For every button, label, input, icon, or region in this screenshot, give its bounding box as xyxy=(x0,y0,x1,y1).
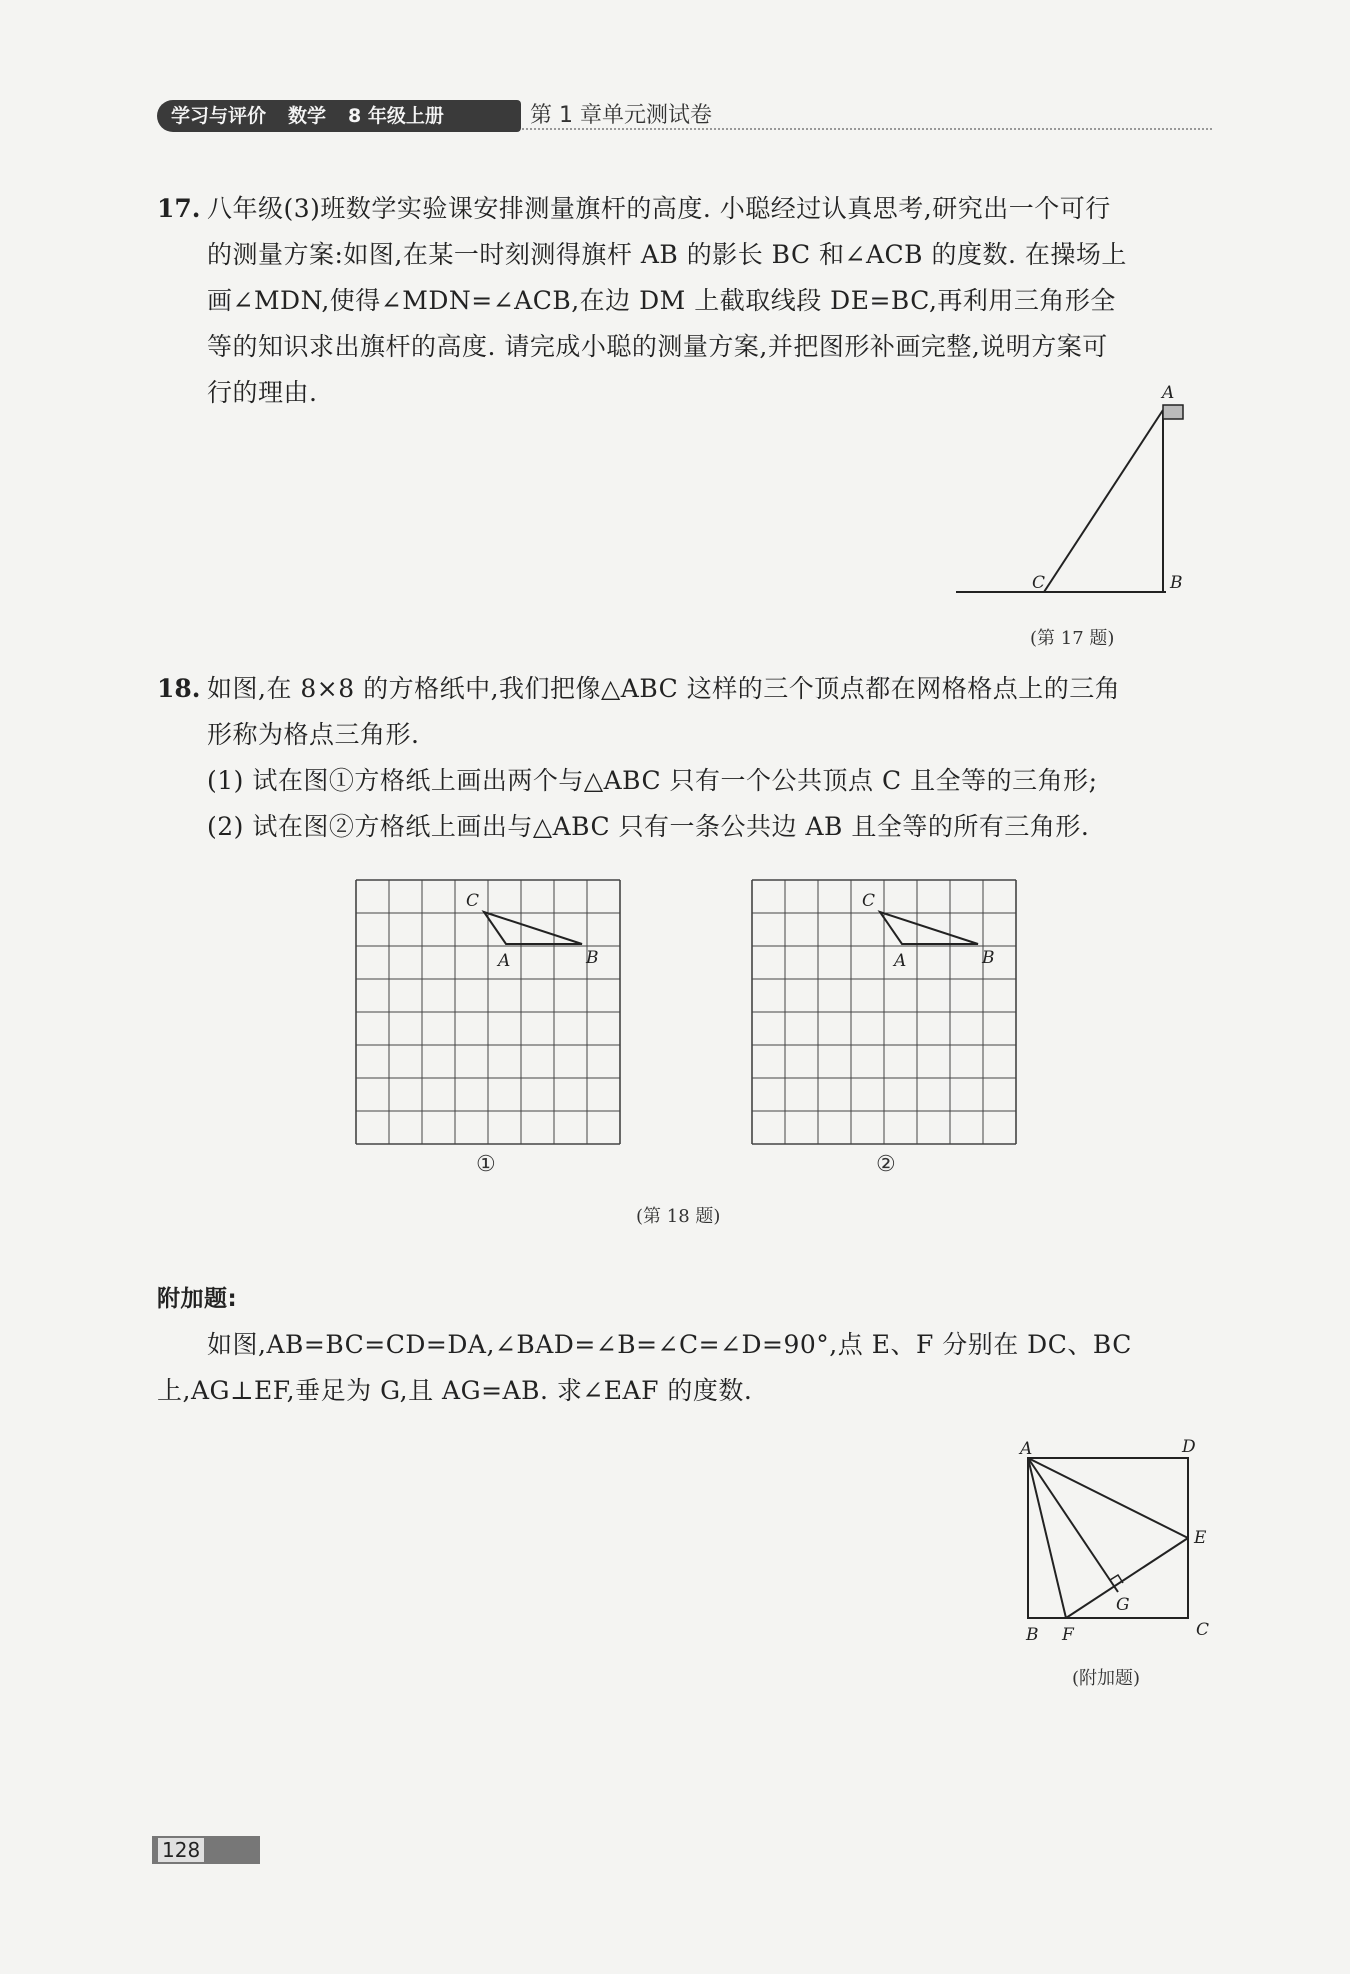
triangle-abc xyxy=(880,912,978,944)
grid2-label-c: C xyxy=(862,891,876,911)
grid-lines xyxy=(752,880,1016,1144)
extra-label-a: A xyxy=(1020,1439,1033,1459)
grid1-label-a: A xyxy=(498,951,511,971)
extra-label-f: F xyxy=(1062,1625,1074,1645)
grid-figure-1 xyxy=(352,876,624,1148)
grid1-label-b: B xyxy=(586,948,599,968)
header-divider xyxy=(522,128,1212,130)
segment-ag xyxy=(1028,1458,1118,1592)
extra-label-g: G xyxy=(1116,1595,1130,1615)
q17-line-4: 等的知识求出旗杆的高度. 请完成小聪的测量方案,并把图形补画完整,说明方案可 xyxy=(207,332,1108,361)
q17-label-a: A xyxy=(1162,383,1175,403)
shadow-ray-ac xyxy=(1044,410,1163,592)
grid1-label-c: C xyxy=(466,891,480,911)
grid-figure-2 xyxy=(748,876,1020,1148)
header-chapter: 第 1 章单元测试卷 xyxy=(530,103,712,128)
q18-caption: (第 18 题) xyxy=(636,1206,721,1227)
grid-lines xyxy=(356,880,620,1144)
q18-line-3: (1) 试在图①方格纸上画出两个与△ABC 只有一个公共顶点 C 且全等的三角形; xyxy=(207,766,1098,795)
header-badge xyxy=(157,100,521,132)
extra-label-c: C xyxy=(1196,1620,1210,1640)
fig1-caption: ① xyxy=(476,1152,496,1177)
q17-label-c: C xyxy=(1032,573,1046,593)
fig2-caption: ② xyxy=(876,1152,896,1177)
square-abcd xyxy=(1028,1458,1188,1618)
q18-line-1: 如图,在 8×8 的方格纸中,我们把像△ABC 这样的三个顶点都在网格格点上的三角 xyxy=(207,674,1121,703)
triangle-abc xyxy=(484,912,582,944)
extra-label-b: B xyxy=(1026,1625,1039,1645)
header-grade: 8 年级上册 xyxy=(348,105,444,127)
page-number-tab xyxy=(152,1836,260,1864)
page-number: 128 xyxy=(158,1838,204,1862)
q17-line-3: 画∠MDN,使得∠MDN=∠ACB,在边 DM 上截取线段 DE=BC,再利用三角形全 xyxy=(207,286,1116,315)
q18-line-4: (2) 试在图②方格纸上画出与△ABC 只有一条公共边 AB 且全等的所有三角形. xyxy=(207,812,1090,841)
q17-line-5: 行的理由. xyxy=(207,378,318,407)
q17-number: 17. xyxy=(157,194,201,223)
q17-line-1: 八年级(3)班数学实验课安排测量旗杆的高度. 小聪经过认真思考,研究出一个可行 xyxy=(207,194,1111,223)
extra-label-d: D xyxy=(1182,1437,1196,1457)
flag-icon xyxy=(1163,405,1183,419)
header-book: 学习与评价 xyxy=(171,105,267,127)
extra-caption: (附加题) xyxy=(1072,1668,1141,1689)
q17-figure xyxy=(940,380,1200,600)
header-subject: 数学 xyxy=(288,105,327,127)
q18-line-2: 形称为格点三角形. xyxy=(207,720,420,749)
extra-title: 附加题: xyxy=(157,1286,238,1312)
extra-figure xyxy=(1010,1430,1220,1650)
extra-line-2: 上,AG⊥EF,垂足为 G,且 AG=AB. 求∠EAF 的度数. xyxy=(157,1376,753,1405)
q17-label-b: B xyxy=(1170,573,1183,593)
extra-label-e: E xyxy=(1194,1528,1207,1548)
grid2-label-a: A xyxy=(894,951,907,971)
extra-line-1: 如图,AB=BC=CD=DA,∠BAD=∠B=∠C=∠D=90°,点 E、F 分别在 DC、BC xyxy=(207,1330,1132,1359)
segment-ae xyxy=(1028,1458,1188,1538)
segment-af xyxy=(1028,1458,1066,1618)
q17-caption: (第 17 题) xyxy=(1030,628,1115,649)
q17-line-2: 的测量方案:如图,在某一时刻测得旗杆 AB 的影长 BC 和∠ACB 的度数. 在操场上 xyxy=(207,240,1127,269)
q18-number: 18. xyxy=(157,674,201,703)
grid2-label-b: B xyxy=(982,948,995,968)
